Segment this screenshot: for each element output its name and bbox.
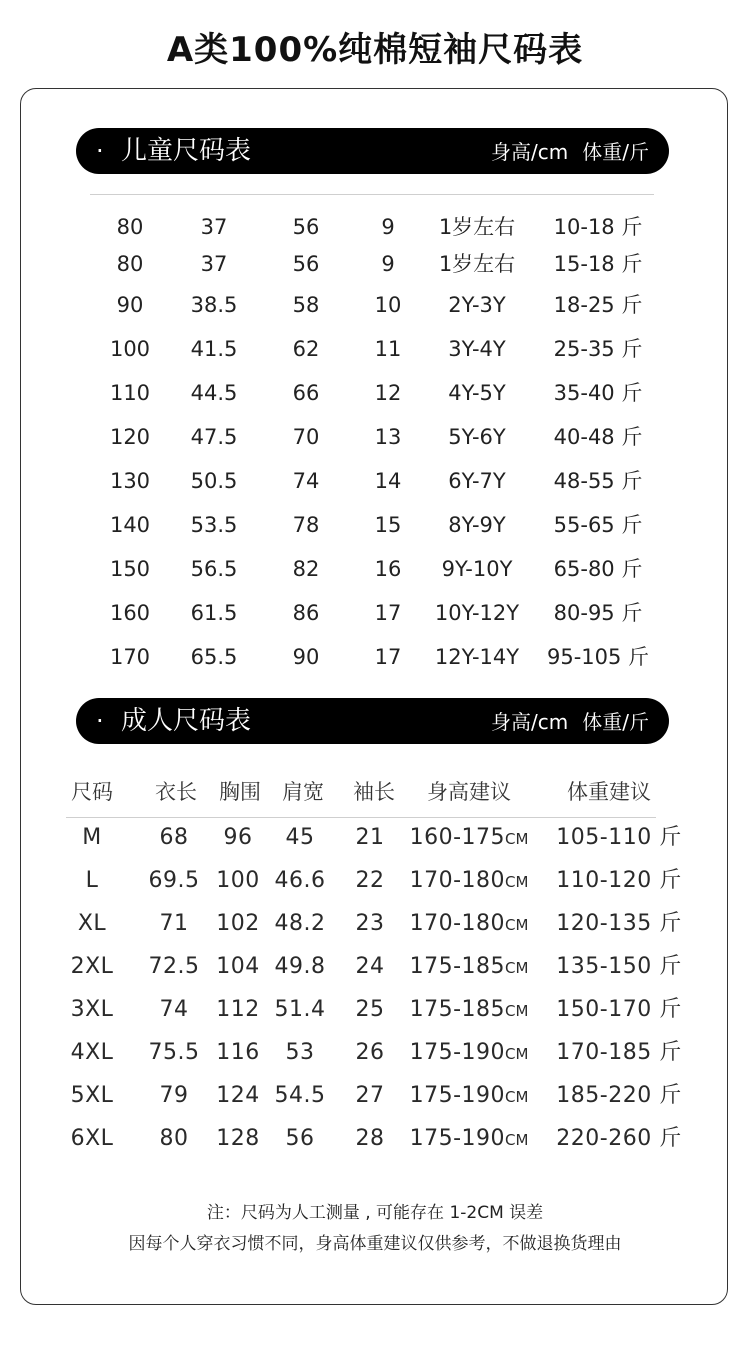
shoulder-cell: 51.4 — [274, 997, 326, 1022]
height-cell: 90 — [116, 293, 144, 317]
size-cell: M — [82, 825, 102, 850]
sleeve-cell: 11 — [374, 337, 402, 361]
chest-cell: 65.5 — [190, 645, 238, 669]
weight-cell: 10-18 斤 — [553, 215, 643, 239]
chest-cell: 53.5 — [190, 513, 238, 537]
height-range-unit: CM — [505, 916, 529, 934]
column-header: 胸围 — [219, 780, 261, 804]
chest-cell: 100 — [216, 868, 260, 893]
sleeve-cell: 15 — [374, 513, 402, 537]
chest-cell: 41.5 — [190, 337, 238, 361]
sleeve-cell: 17 — [374, 601, 402, 625]
table-row — [0, 593, 750, 633]
height-range: 175-185 — [409, 997, 505, 1022]
height-cell — [384, 818, 554, 859]
table-row — [0, 904, 750, 944]
height-range-unit: CM — [505, 1002, 529, 1020]
weight-cell: 18-25 斤 — [553, 293, 643, 317]
length-cell: 86 — [292, 601, 320, 625]
height-unit-label: 身高/cm — [491, 710, 569, 734]
table-row — [0, 861, 750, 901]
chest-cell: 50.5 — [190, 469, 238, 493]
height-cell — [384, 1076, 554, 1117]
column-header: 袖长 — [353, 780, 395, 804]
size-cell: L — [85, 868, 99, 893]
length-cell: 90 — [292, 645, 320, 669]
height-range-unit: CM — [505, 1131, 529, 1149]
height-range-unit: CM — [505, 1045, 529, 1063]
weight-unit-label: 体重/斤 — [582, 710, 649, 734]
weight-cell: 150-170 斤 — [556, 997, 682, 1022]
table-row — [0, 461, 750, 501]
sleeve-cell: 27 — [355, 1083, 385, 1108]
shoulder-cell: 46.6 — [274, 868, 326, 893]
weight-cell: 15-18 斤 — [553, 252, 643, 276]
table-row — [0, 1076, 750, 1116]
shoulder-cell: 56 — [285, 1126, 315, 1151]
length-cell: 82 — [292, 557, 320, 581]
note-line-2: 因每个人穿衣习惯不同，身高体重建议仅供参考，不做退换货理由 — [128, 1234, 622, 1254]
kids-divider — [90, 194, 654, 195]
sleeve-cell: 10 — [374, 293, 402, 317]
length-cell: 56 — [292, 215, 320, 239]
height-cell: 130 — [109, 469, 151, 493]
sleeve-cell: 9 — [381, 215, 395, 239]
sleeve-cell: 12 — [374, 381, 402, 405]
chest-cell: 124 — [216, 1083, 260, 1108]
height-cell: 120 — [109, 425, 151, 449]
age-cell: 8Y-9Y — [448, 513, 506, 537]
height-cell — [384, 861, 554, 902]
length-cell: 70 — [292, 425, 320, 449]
table-row — [0, 207, 750, 247]
chest-cell: 102 — [216, 911, 260, 936]
height-cell — [384, 947, 554, 988]
shoulder-cell: 48.2 — [274, 911, 326, 936]
height-range: 175-190 — [409, 1083, 505, 1108]
height-cell — [384, 1119, 554, 1160]
shoulder-cell: 49.8 — [274, 954, 326, 979]
weight-cell: 35-40 斤 — [553, 381, 643, 405]
age-cell: 3Y-4Y — [448, 337, 506, 361]
age-cell: 6Y-7Y — [448, 469, 506, 493]
weight-cell: 110-120 斤 — [556, 868, 682, 893]
banner-bullet: · — [96, 707, 104, 735]
column-header: 体重建议 — [567, 780, 651, 804]
sleeve-cell: 25 — [355, 997, 385, 1022]
length-cell: 69.5 — [148, 868, 200, 893]
sleeve-cell: 13 — [374, 425, 402, 449]
weight-cell: 105-110 斤 — [556, 825, 682, 850]
sleeve-cell: 14 — [374, 469, 402, 493]
length-cell: 74 — [159, 997, 189, 1022]
table-row — [0, 947, 750, 987]
sleeve-cell: 16 — [374, 557, 402, 581]
length-cell: 74 — [292, 469, 320, 493]
weight-cell: 120-135 斤 — [556, 911, 682, 936]
shoulder-cell: 53 — [285, 1040, 315, 1065]
weight-cell: 220-260 斤 — [556, 1126, 682, 1151]
adult-table-header — [0, 772, 750, 812]
height-cell: 140 — [109, 513, 151, 537]
height-cell: 80 — [116, 215, 144, 239]
height-cell — [384, 904, 554, 945]
sleeve-cell: 23 — [355, 911, 385, 936]
chest-cell: 112 — [216, 997, 260, 1022]
chest-cell: 37 — [200, 215, 228, 239]
age-cell: 5Y-6Y — [448, 425, 506, 449]
weight-cell: 135-150 斤 — [556, 954, 682, 979]
chest-cell: 96 — [223, 825, 253, 850]
shoulder-cell: 45 — [285, 825, 315, 850]
column-header: 身高建议 — [427, 780, 511, 804]
length-cell: 80 — [159, 1126, 189, 1151]
table-row — [0, 417, 750, 457]
chest-cell: 47.5 — [190, 425, 238, 449]
length-cell: 71 — [159, 911, 189, 936]
height-cell: 80 — [116, 252, 144, 276]
table-row — [0, 329, 750, 369]
chest-cell: 38.5 — [190, 293, 238, 317]
height-range: 175-190 — [409, 1040, 505, 1065]
kids-size-banner — [76, 128, 669, 174]
age-cell: 1岁左右 — [438, 215, 516, 239]
size-cell: 4XL — [70, 1040, 114, 1065]
height-cell: 100 — [109, 337, 151, 361]
table-row — [0, 818, 750, 858]
length-cell: 78 — [292, 513, 320, 537]
weight-cell: 185-220 斤 — [556, 1083, 682, 1108]
age-cell: 9Y-10Y — [441, 557, 513, 581]
height-unit-label: 身高/cm — [491, 140, 569, 164]
table-row — [0, 1033, 750, 1073]
weight-cell: 95-105 斤 — [546, 645, 650, 669]
kids-banner-units — [491, 128, 649, 176]
page-title: A类100%纯棉短袖尺码表 — [166, 30, 584, 70]
height-range-unit: CM — [505, 830, 529, 848]
table-row — [0, 1119, 750, 1159]
chest-cell: 104 — [216, 954, 260, 979]
height-range: 170-180 — [409, 868, 505, 893]
weight-cell: 170-185 斤 — [556, 1040, 682, 1065]
sleeve-cell: 26 — [355, 1040, 385, 1065]
length-cell: 56 — [292, 252, 320, 276]
chest-cell: 116 — [216, 1040, 260, 1065]
table-row — [0, 549, 750, 589]
adult-banner-units — [491, 698, 649, 746]
height-range-unit: CM — [505, 959, 529, 977]
height-cell: 150 — [109, 557, 151, 581]
table-row — [0, 505, 750, 545]
size-cell: XL — [77, 911, 107, 936]
age-cell: 10Y-12Y — [434, 601, 520, 625]
weight-cell: 80-95 斤 — [553, 601, 643, 625]
weight-cell: 25-35 斤 — [553, 337, 643, 361]
weight-cell: 48-55 斤 — [553, 469, 643, 493]
length-cell: 62 — [292, 337, 320, 361]
weight-cell: 65-80 斤 — [553, 557, 643, 581]
age-cell: 2Y-3Y — [448, 293, 506, 317]
age-cell: 1岁左右 — [438, 252, 516, 276]
height-cell: 160 — [109, 601, 151, 625]
chest-cell: 128 — [216, 1126, 260, 1151]
height-range-unit: CM — [505, 873, 529, 891]
length-cell: 68 — [159, 825, 189, 850]
weight-unit-label: 体重/斤 — [582, 140, 649, 164]
column-header: 衣长 — [155, 780, 197, 804]
height-cell: 110 — [109, 381, 151, 405]
table-row — [0, 990, 750, 1030]
size-cell: 2XL — [70, 954, 114, 979]
length-cell: 79 — [159, 1083, 189, 1108]
table-row — [0, 285, 750, 325]
column-header: 尺码 — [71, 780, 113, 804]
age-cell: 12Y-14Y — [434, 645, 520, 669]
note-line-1: 注：尺码为人工测量 , 可能存在 1-2CM 误差 — [206, 1203, 544, 1223]
chest-cell: 44.5 — [190, 381, 238, 405]
height-range: 175-185 — [409, 954, 505, 979]
height-range: 160-175 — [409, 825, 505, 850]
sleeve-cell: 28 — [355, 1126, 385, 1151]
length-cell: 58 — [292, 293, 320, 317]
length-cell: 66 — [292, 381, 320, 405]
chest-cell: 56.5 — [190, 557, 238, 581]
height-range: 170-180 — [409, 911, 505, 936]
height-range-unit: CM — [505, 1088, 529, 1106]
table-row — [0, 373, 750, 413]
size-cell: 6XL — [70, 1126, 114, 1151]
weight-cell: 40-48 斤 — [553, 425, 643, 449]
height-cell — [384, 1033, 554, 1074]
sleeve-cell: 21 — [355, 825, 385, 850]
length-cell: 75.5 — [148, 1040, 200, 1065]
sleeve-cell: 22 — [355, 868, 385, 893]
adult-banner-title: 成人尺码表 — [121, 706, 252, 736]
sleeve-cell: 24 — [355, 954, 385, 979]
banner-bullet: · — [96, 137, 104, 165]
sleeve-cell: 9 — [381, 252, 395, 276]
shoulder-cell: 54.5 — [274, 1083, 326, 1108]
size-cell: 5XL — [70, 1083, 114, 1108]
column-header: 肩宽 — [282, 780, 324, 804]
size-cell: 3XL — [70, 997, 114, 1022]
weight-cell: 55-65 斤 — [553, 513, 643, 537]
chest-cell: 61.5 — [190, 601, 238, 625]
height-cell — [384, 990, 554, 1031]
chest-cell: 37 — [200, 252, 228, 276]
table-row — [0, 637, 750, 677]
height-range: 175-190 — [409, 1126, 505, 1151]
kids-banner-title: 儿童尺码表 — [121, 136, 252, 166]
adult-size-banner — [76, 698, 669, 744]
length-cell: 72.5 — [148, 954, 200, 979]
sleeve-cell: 17 — [374, 645, 402, 669]
table-row — [0, 244, 750, 284]
height-cell: 170 — [109, 645, 151, 669]
age-cell: 4Y-5Y — [448, 381, 506, 405]
